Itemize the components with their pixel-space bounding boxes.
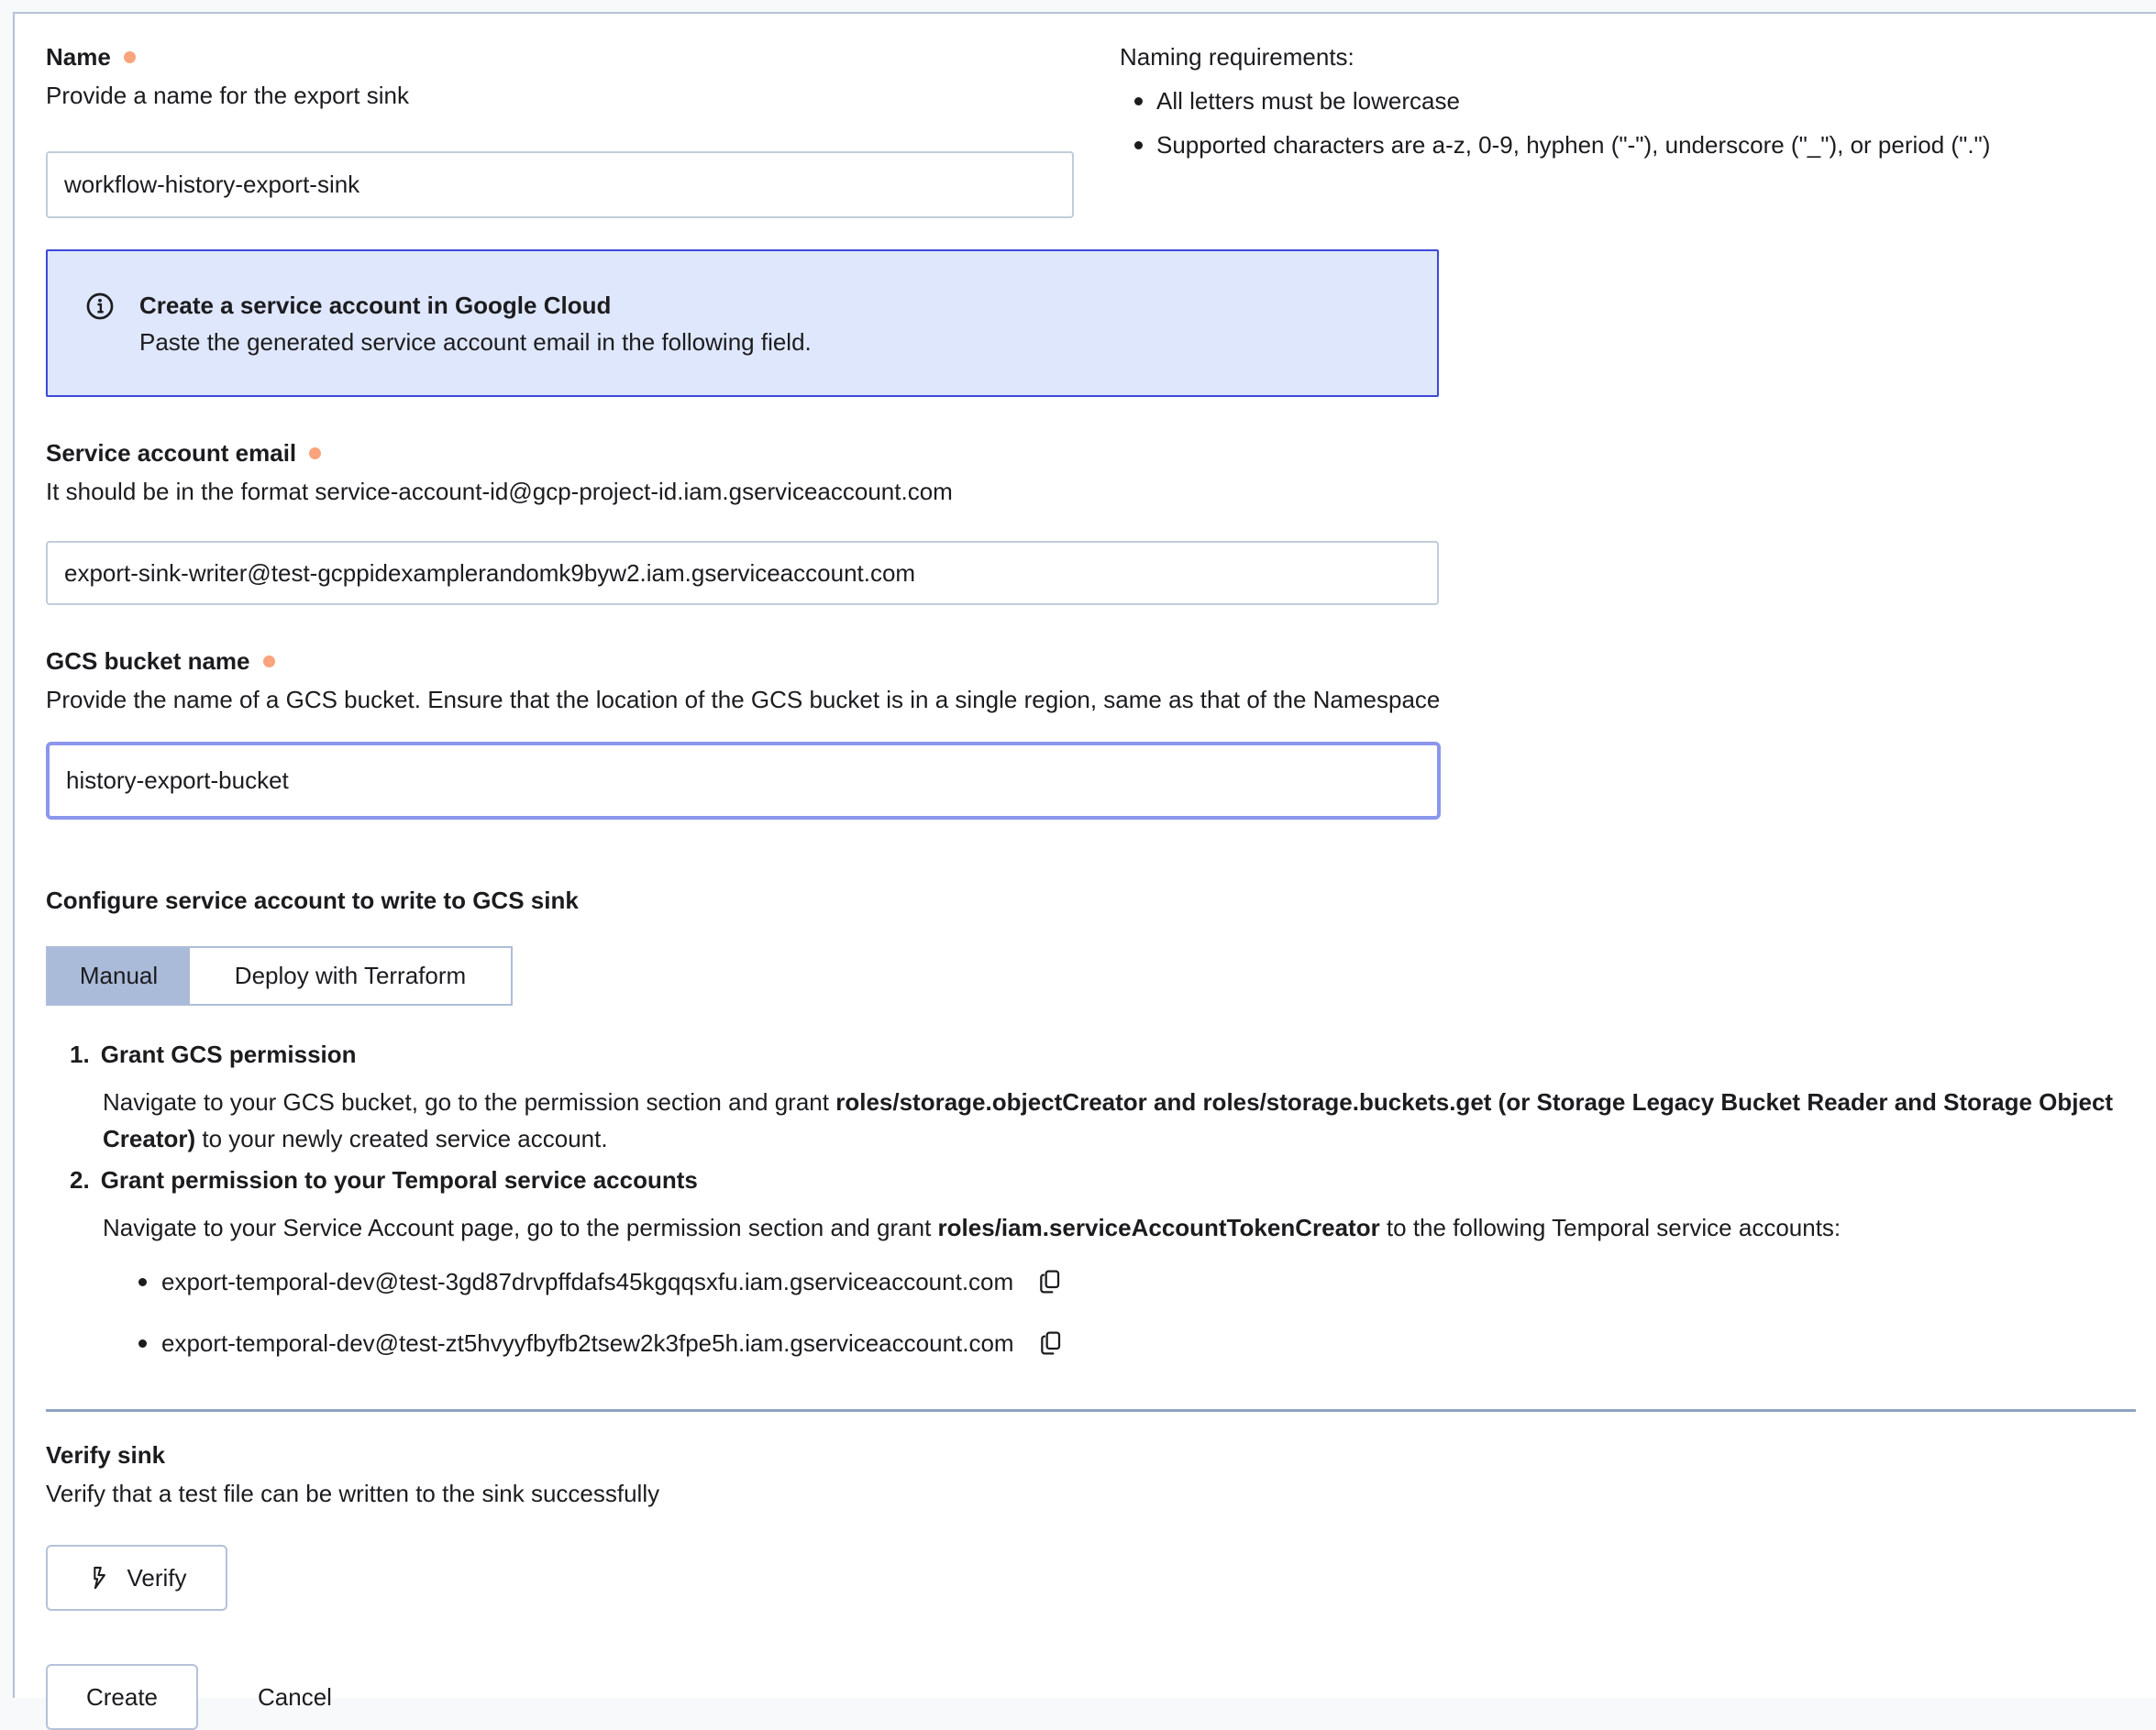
verify-sink-description: Verify that a test file can be written to the sink successfully [46,1480,660,1507]
export-sink-form-card [13,12,2156,1711]
service-account-info-banner [46,249,1439,397]
tab-manual-label: Manual [79,962,159,989]
step-2-title [46,1164,2136,1196]
info-circle-icon [84,291,116,322]
gcs-bucket-name-label [46,645,2136,677]
service-account-email-label [46,437,2136,468]
verify-button[interactable] [46,1545,227,1611]
step-1-title-text: Grant GCS permission [100,1041,357,1068]
tab-deploy-with-terraform[interactable] [190,948,511,1004]
step-1-text-end: to your newly created service account. [195,1125,608,1152]
required-dot-icon [124,51,136,63]
step-1-roles: roles/storage.objectCreator and roles/storage.buckets.get (or Storage Legacy Bucket Reader and Storage Object Creator) [103,1088,2114,1152]
name-section [46,41,2136,218]
list-item [46,1328,2136,1359]
list-item [46,1266,2136,1297]
temporal-service-account-email: export-temporal-dev@test-3gd87drvpffdafs45kgqqsxfu.iam.gserviceaccount.com [161,1268,1014,1295]
step-1-number: 1. [70,1041,90,1068]
configure-method-tabs [46,946,513,1006]
temporal-service-account-email: export-temporal-dev@test-zt5hvyyfbyfb2tsew2k3fpe5h.iam.gserviceaccount.com [161,1329,1014,1357]
copy-icon[interactable] [1034,1328,1066,1359]
step-2-number: 2. [70,1166,90,1194]
tab-terraform-label: Deploy with Terraform [234,962,467,989]
step-2-text-end: to the following Temporal service accounts: [1379,1214,1841,1241]
naming-requirement-item: All letters must be lowercase [1120,85,1990,116]
step-2-role: roles/iam.serviceAccountTokenCreator [937,1214,1380,1241]
manual-instructions [46,1039,2136,1359]
gcs-bucket-name-description: Provide the name of a GCS bucket. Ensure that the location of the GCS bucket is in a single region, same as that of the Namespace [46,686,1441,713]
lightning-bolt-icon [86,1564,112,1592]
naming-requirement-item: Supported characters are a-z, 0-9, hyphen ("-"), underscore ("_"), or period (".") [1120,129,1990,160]
configure-section-heading: Configure service account to write to GCS sink [46,887,579,914]
banner-title: Create a service account in Google Cloud [139,292,612,319]
cancel-button[interactable]: Cancel [258,1664,332,1713]
verify-button-label: Verify [127,1563,187,1592]
step-2-title-text: Grant permission to your Temporal service accounts [100,1166,698,1194]
step-2-instructions [103,1209,2120,1246]
name-label-text: Name [46,43,111,71]
temporal-service-accounts-list [46,1266,2136,1359]
verify-sink-heading: Verify sink [46,1441,166,1469]
naming-requirements [1120,41,1990,218]
tab-manual[interactable] [48,948,190,1004]
copy-icon[interactable] [1034,1266,1065,1297]
banner-description: Paste the generated service account email in the following field. [139,328,812,356]
step-1-text: Navigate to your GCS bucket, go to the permission section and grant [103,1088,836,1116]
naming-requirements-title: Naming requirements: [1120,43,1354,71]
gcs-bucket-name-label-text: GCS bucket name [46,647,250,675]
section-divider [46,1409,2136,1412]
step-2-text: Navigate to your Service Account page, go to the permission section and grant [103,1214,938,1241]
step-1-title [46,1039,2136,1070]
service-account-email-input[interactable] [46,541,1439,605]
form-actions [46,1664,2136,1730]
step-1-instructions [103,1084,2120,1157]
required-dot-icon [263,656,275,667]
service-account-email-label-text: Service account email [46,439,297,467]
gcs-bucket-name-input[interactable] [46,742,1441,820]
name-description: Provide a name for the export sink [46,82,409,109]
create-button[interactable]: Create [46,1664,198,1730]
service-account-email-description: It should be in the format service-account-id@gcp-project-id.iam.gserviceaccount.com [46,478,953,505]
required-dot-icon [309,447,321,459]
name-input[interactable] [46,151,1074,218]
name-label [46,41,1074,72]
